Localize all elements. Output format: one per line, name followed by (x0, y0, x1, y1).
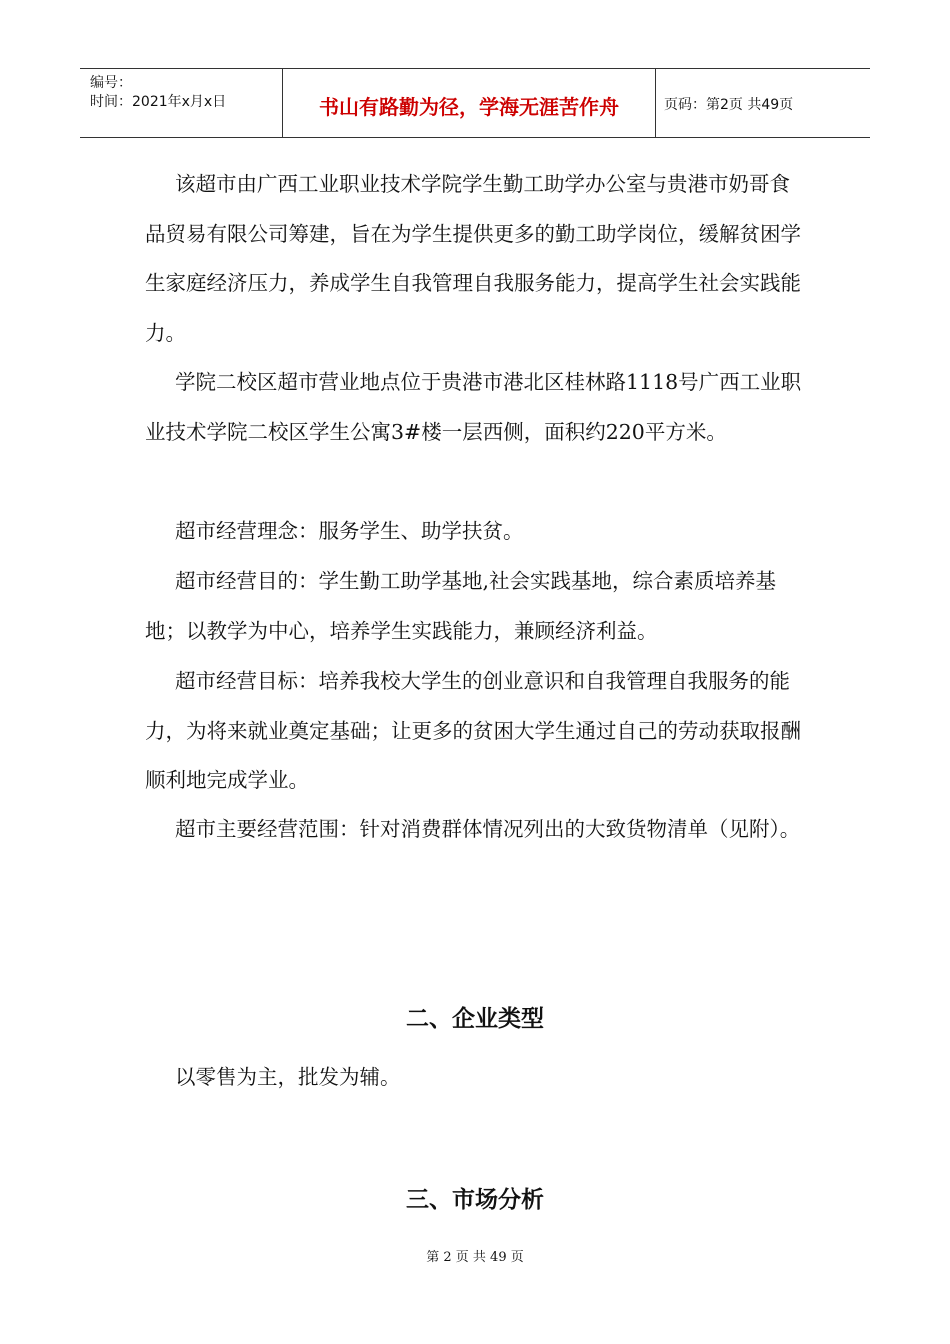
paragraph-intro: 该超市由广西工业职业技术学院学生勤工助学办公室与贵港市奶哥食品贸易有限公司筹建，旨在为学生提供更多的勤工助学岗位，缓解贫困学生家庭经济压力，养成学生自我管理自我服务能力，提高学生社会实践能力。 (145, 172, 801, 345)
header-motto-cell (283, 69, 656, 137)
section-heading-market-analysis: 三、市场分析 (406, 1187, 544, 1213)
section-heading-enterprise-type: 二、企业类型 (406, 1006, 544, 1032)
paragraph-scope: 超市主要经营范围：针对消费群体情况列出的大致货物清单（见附）。 (175, 817, 801, 841)
page-footer: 第 2 页 共 49 页 (426, 1250, 524, 1265)
header-page-cell (656, 69, 870, 137)
paragraph-enterprise-type: 以零售为主，批发为辅。 (175, 1065, 401, 1089)
page-header (80, 68, 870, 138)
page-info: 页码：第2页 共49页 (664, 97, 794, 113)
paragraph-goal: 超市经营目标：培养我校大学生的创业意识和自我管理自我服务的能力，为将来就业奠定基础；让更多的贫困大学生通过自己的劳动获取报酬顺利地完成学业。 (145, 669, 801, 792)
header-meta-cell (80, 69, 283, 137)
paragraph-philosophy: 超市经营理念：服务学生、助学扶贫。 (175, 519, 524, 543)
motto-text: 书山有路勤为径，学海无涯苦作舟 (319, 95, 619, 119)
paragraph-purpose: 超市经营目的：学生勤工助学基地,社会实践基地，综合素质培养基地；以教学为中心，培养学生实践能力，兼顾经济利益。 (145, 569, 777, 643)
paragraph-location: 学院二校区超市营业地点位于贵港市港北区桂林路1118号广西工业职业技术学院二校区学生公寓3#楼一层西侧，面积约220平方米。 (145, 370, 802, 444)
number-label: 编号： (90, 75, 132, 91)
time-label: 时间：2021年x月x日 (90, 94, 227, 110)
